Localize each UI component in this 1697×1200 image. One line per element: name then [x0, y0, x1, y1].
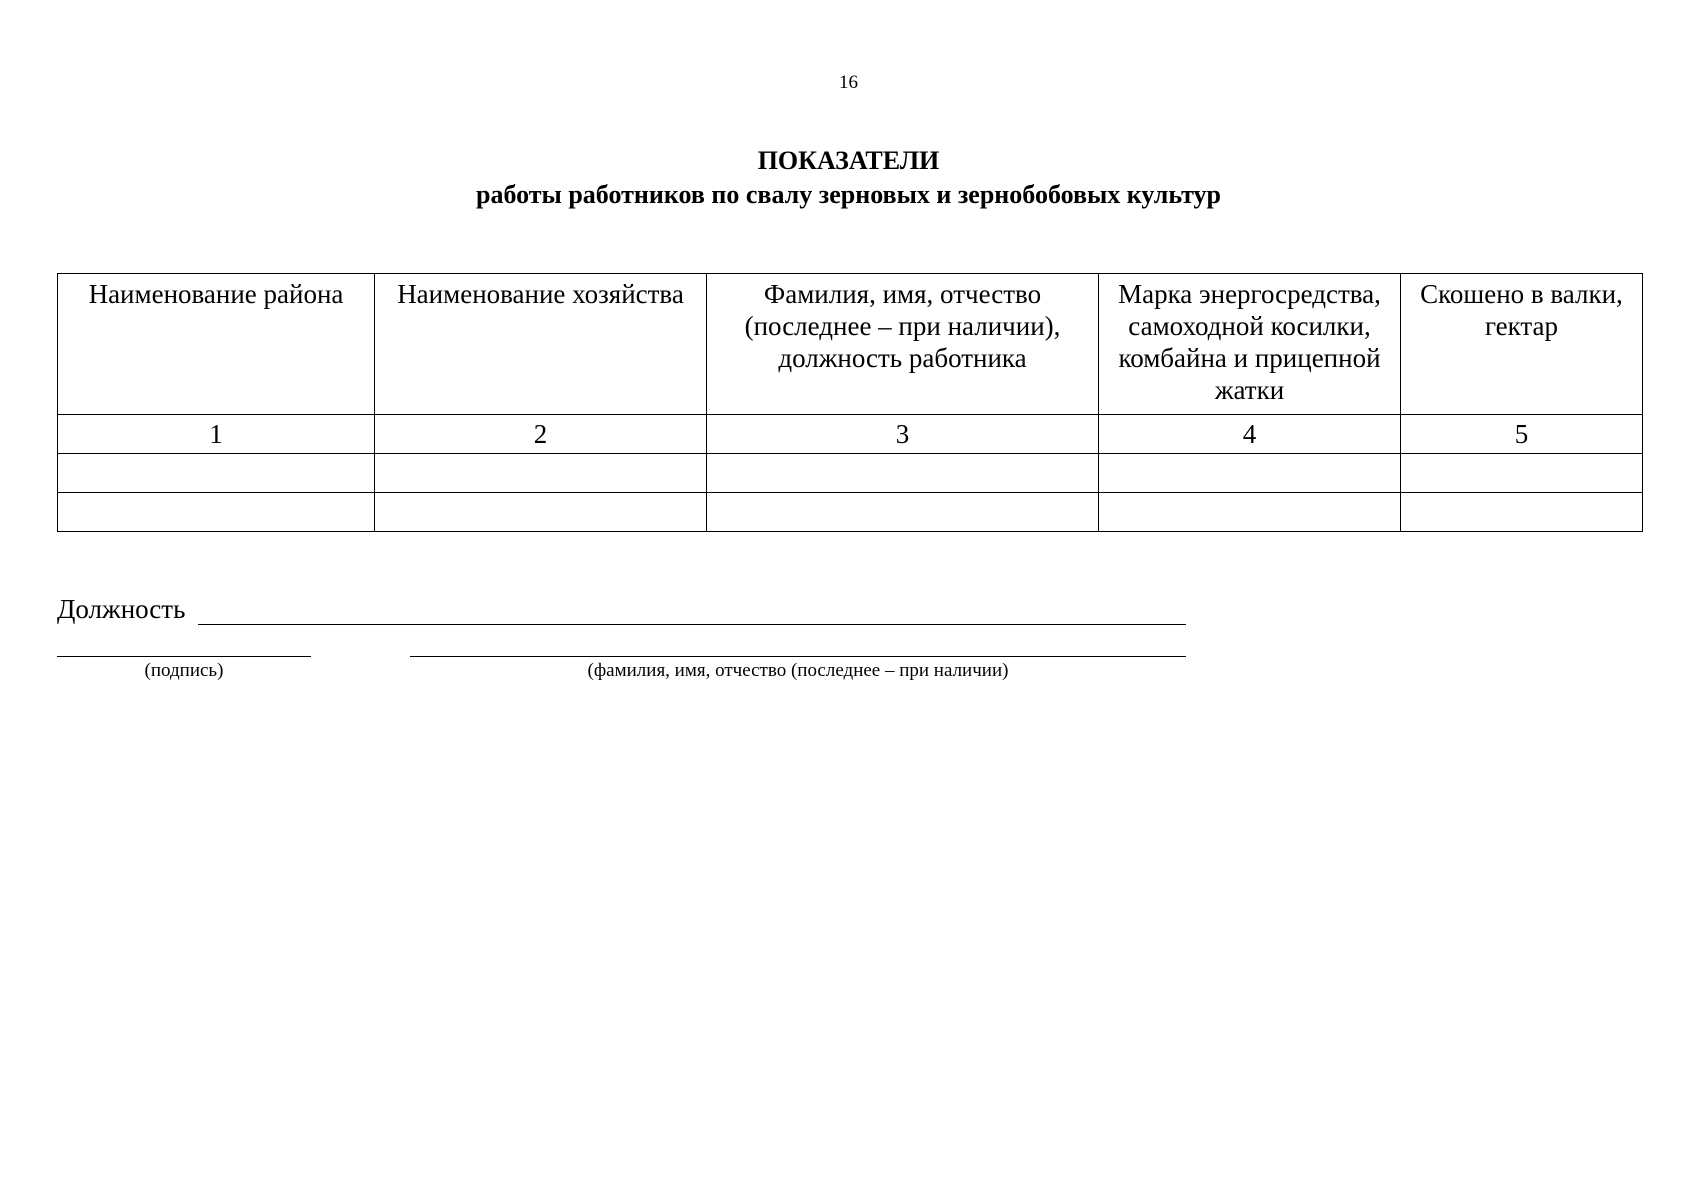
- table-row: [58, 454, 1643, 493]
- table-cell[interactable]: [375, 454, 707, 493]
- table-cell[interactable]: [1099, 493, 1401, 532]
- table-cell[interactable]: [375, 493, 707, 532]
- column-number: 5: [1401, 415, 1643, 454]
- table-cell[interactable]: [1401, 493, 1643, 532]
- document-subtitle: работы работников по свалу зерновых и зернобобовых культур: [476, 180, 1221, 209]
- document-title: ПОКАЗАТЕЛИ: [757, 146, 940, 175]
- table-cell[interactable]: [58, 454, 375, 493]
- table-cell[interactable]: [58, 493, 375, 532]
- signature-field-line[interactable]: [57, 656, 311, 657]
- table-cell[interactable]: [707, 493, 1099, 532]
- column-number: 2: [375, 415, 707, 454]
- header-farm-name: Наименование хозяйства: [375, 274, 707, 415]
- report-table: [57, 273, 1643, 532]
- column-number: 3: [707, 415, 1099, 454]
- fio-caption: (фамилия, имя, отчество (последнее – при наличии): [587, 660, 1009, 681]
- fio-field-line[interactable]: [410, 656, 1186, 657]
- table-cell[interactable]: [1099, 454, 1401, 493]
- page-number: 16: [839, 72, 858, 93]
- header-district-name: Наименование района: [58, 274, 375, 415]
- table-header-row: [58, 274, 1643, 415]
- signature-caption: (подпись): [144, 660, 224, 681]
- column-number: 1: [58, 415, 375, 454]
- position-field-line[interactable]: [198, 624, 1186, 625]
- header-mowed-hectares: Скошено в валки, гектар: [1401, 274, 1643, 415]
- header-machine-brand: Марка энергосредства, самоходной косилки, комбайна и прицепной жатки: [1099, 274, 1401, 415]
- header-worker-name-position: Фамилия, имя, отчество (последнее – при наличии), должность работника: [707, 274, 1099, 415]
- table-cell[interactable]: [1401, 454, 1643, 493]
- table-cell[interactable]: [707, 454, 1099, 493]
- position-label: Должность: [57, 594, 186, 624]
- column-number: 4: [1099, 415, 1401, 454]
- table-row: [58, 493, 1643, 532]
- column-number-row: [58, 415, 1643, 454]
